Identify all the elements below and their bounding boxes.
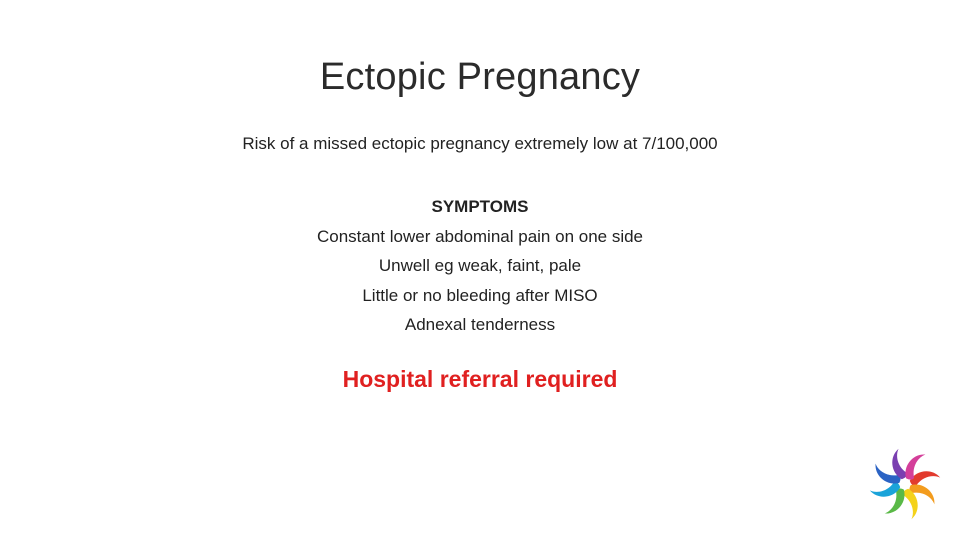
symptom-item: Constant lower abdominal pain on one side: [316, 226, 644, 246]
risk-statement: Risk of a missed ectopic pregnancy extremely low at 7/100,000: [242, 134, 718, 153]
logo-petal: [870, 482, 900, 497]
symptom-item: Little or no bleeding after MISO: [362, 285, 598, 305]
logo-petal: [910, 471, 940, 486]
referral-notice: Hospital referral required: [342, 366, 618, 392]
symptoms-heading: SYMPTOMS: [431, 197, 529, 216]
symptom-item: Adnexal tenderness: [404, 315, 556, 334]
slide-title: Ectopic Pregnancy: [319, 56, 641, 98]
logo-petal: [903, 489, 918, 519]
logo-petal: [892, 449, 907, 479]
symptom-item: Unwell eg weak, faint, pale: [378, 256, 582, 275]
rainbow-swirl-logo-icon: [862, 444, 948, 524]
symptoms-block: [0, 192, 960, 340]
